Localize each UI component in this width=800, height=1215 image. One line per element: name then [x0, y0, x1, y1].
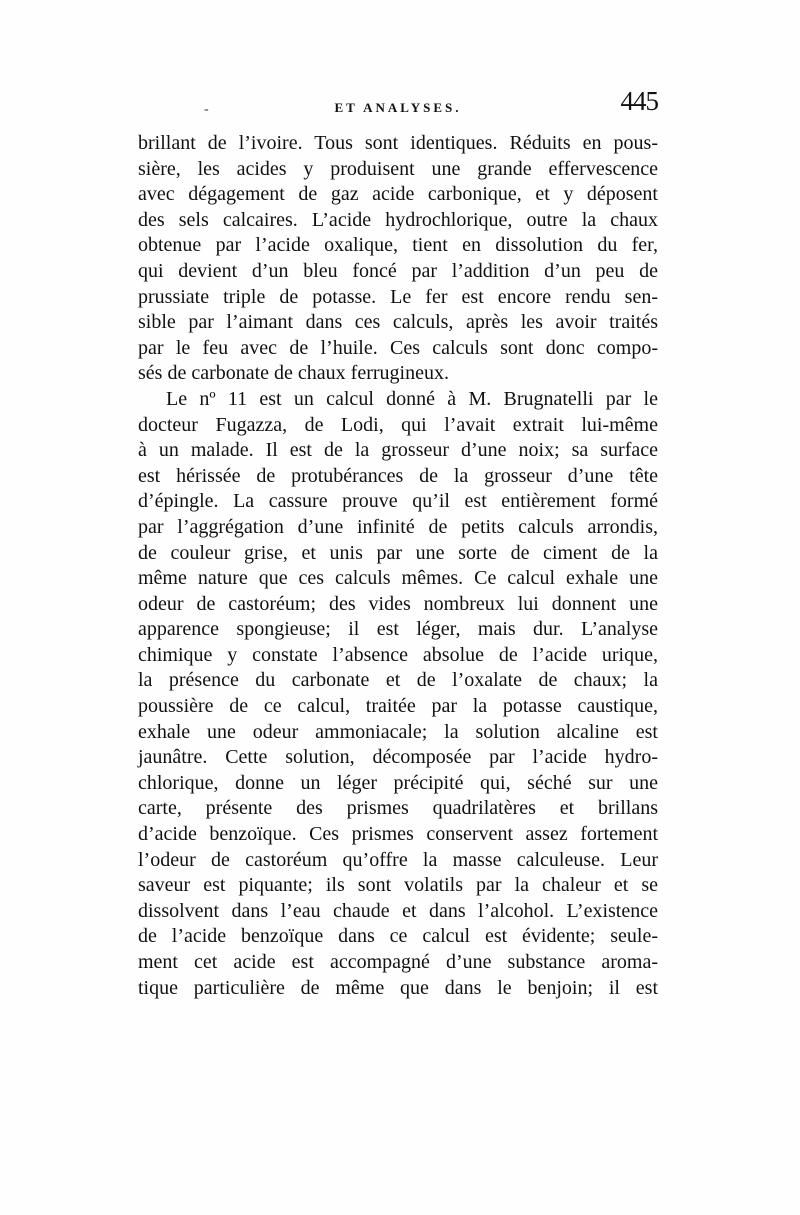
paragraph-start-line: Le nº 11 est un calcul donné à M. Brugnatelli par le — [166, 387, 658, 410]
text-line: sible par l’aimant dans ces calculs, après les avoir traités — [138, 311, 658, 334]
text-line: qui devient d’un bleu foncé par l’addition d’un peu de — [138, 259, 658, 282]
text-line: brillant de l’ivoire. Tous sont identiques. Réduits en pous- — [138, 132, 658, 154]
text-line: de couleur grise, et unis par une sorte de ciment de la — [138, 541, 658, 564]
text-line: même nature que ces calculs mêmes. Ce calcul exhale une — [138, 567, 658, 590]
text-line: de l’acide benzoïque dans ce calcul est évidente; seule- — [138, 925, 658, 948]
text-line: obtenue par l’acide oxalique, tient en dissolution du fer, — [138, 234, 658, 257]
running-title: ET ANALYSES. — [334, 100, 462, 115]
text-line: à un malade. Il est de la grosseur d’une noix; sa surface — [138, 439, 658, 462]
text-line: tique particulière de même que dans le benjoin; il est — [138, 976, 658, 999]
text-line: chlorique, donne un léger précipité qui, séché sur une — [138, 771, 658, 794]
text-line: carte, présente des prismes quadrilatères et brillans — [138, 797, 658, 820]
header-mark: - — [204, 102, 209, 117]
text-line: avec dégagement de gaz acide carbonique, et y déposent — [138, 183, 658, 206]
text-line: apparence spongieuse; il est léger, mais dur. L’analyse — [138, 618, 658, 641]
paragraph-end-line: sés de carbonate de chaux ferrugineux. — [138, 362, 449, 385]
text-line: chimique y constate l’absence absolue de l’acide urique, — [138, 643, 658, 666]
text-line: sière, les acides y produisent une grande effervescence — [138, 157, 658, 180]
text-line: l’odeur de castoréum qu’offre la masse calculeuse. Leur — [138, 848, 658, 871]
text-line: d’épingle. La cassure prouve qu’il est entièrement formé — [138, 490, 658, 513]
text-line: prussiate triple de potasse. Le fer est encore rendu sen- — [138, 285, 658, 308]
text-line: ment cet acide est accompagné d’une substance aroma- — [138, 951, 658, 973]
text-line: dissolvent dans l’eau chaude et dans l’alcohol. L’existence — [138, 899, 658, 922]
text-line: est hérissée de protubérances de la grosseur d’une tête — [138, 464, 658, 487]
text-line: docteur Fugazza, de Lodi, qui l’avait extrait lui-même — [138, 413, 658, 436]
text-line: d’acide benzoïque. Ces prismes conservent assez fortement — [138, 823, 658, 846]
body-text — [138, 131, 658, 1001]
text-line: la présence du carbonate et de l’oxalate de chaux; la — [138, 669, 658, 692]
text-line: par le feu avec de l’huile. Ces calculs sont donc compo- — [138, 336, 658, 359]
text-line: exhale une odeur ammoniacale; la solution alcaline est — [138, 720, 658, 743]
text-line: odeur de castoréum; des vides nombreux lui donnent une — [138, 592, 658, 615]
page-number: 445 — [620, 86, 658, 116]
text-line: jaunâtre. Cette solution, décomposée par l’acide hydro- — [138, 746, 658, 769]
text-line: poussière de ce calcul, traitée par la potasse caustique, — [138, 695, 658, 718]
text-line: par l’aggrégation d’une infinité de petits calculs arrondis, — [138, 515, 658, 538]
text-line: saveur est piquante; ils sont volatils par la chaleur et se — [138, 874, 658, 897]
running-header — [138, 88, 658, 128]
text-line: des sels calcaires. L’acide hydrochlorique, outre la chaux — [138, 208, 658, 231]
